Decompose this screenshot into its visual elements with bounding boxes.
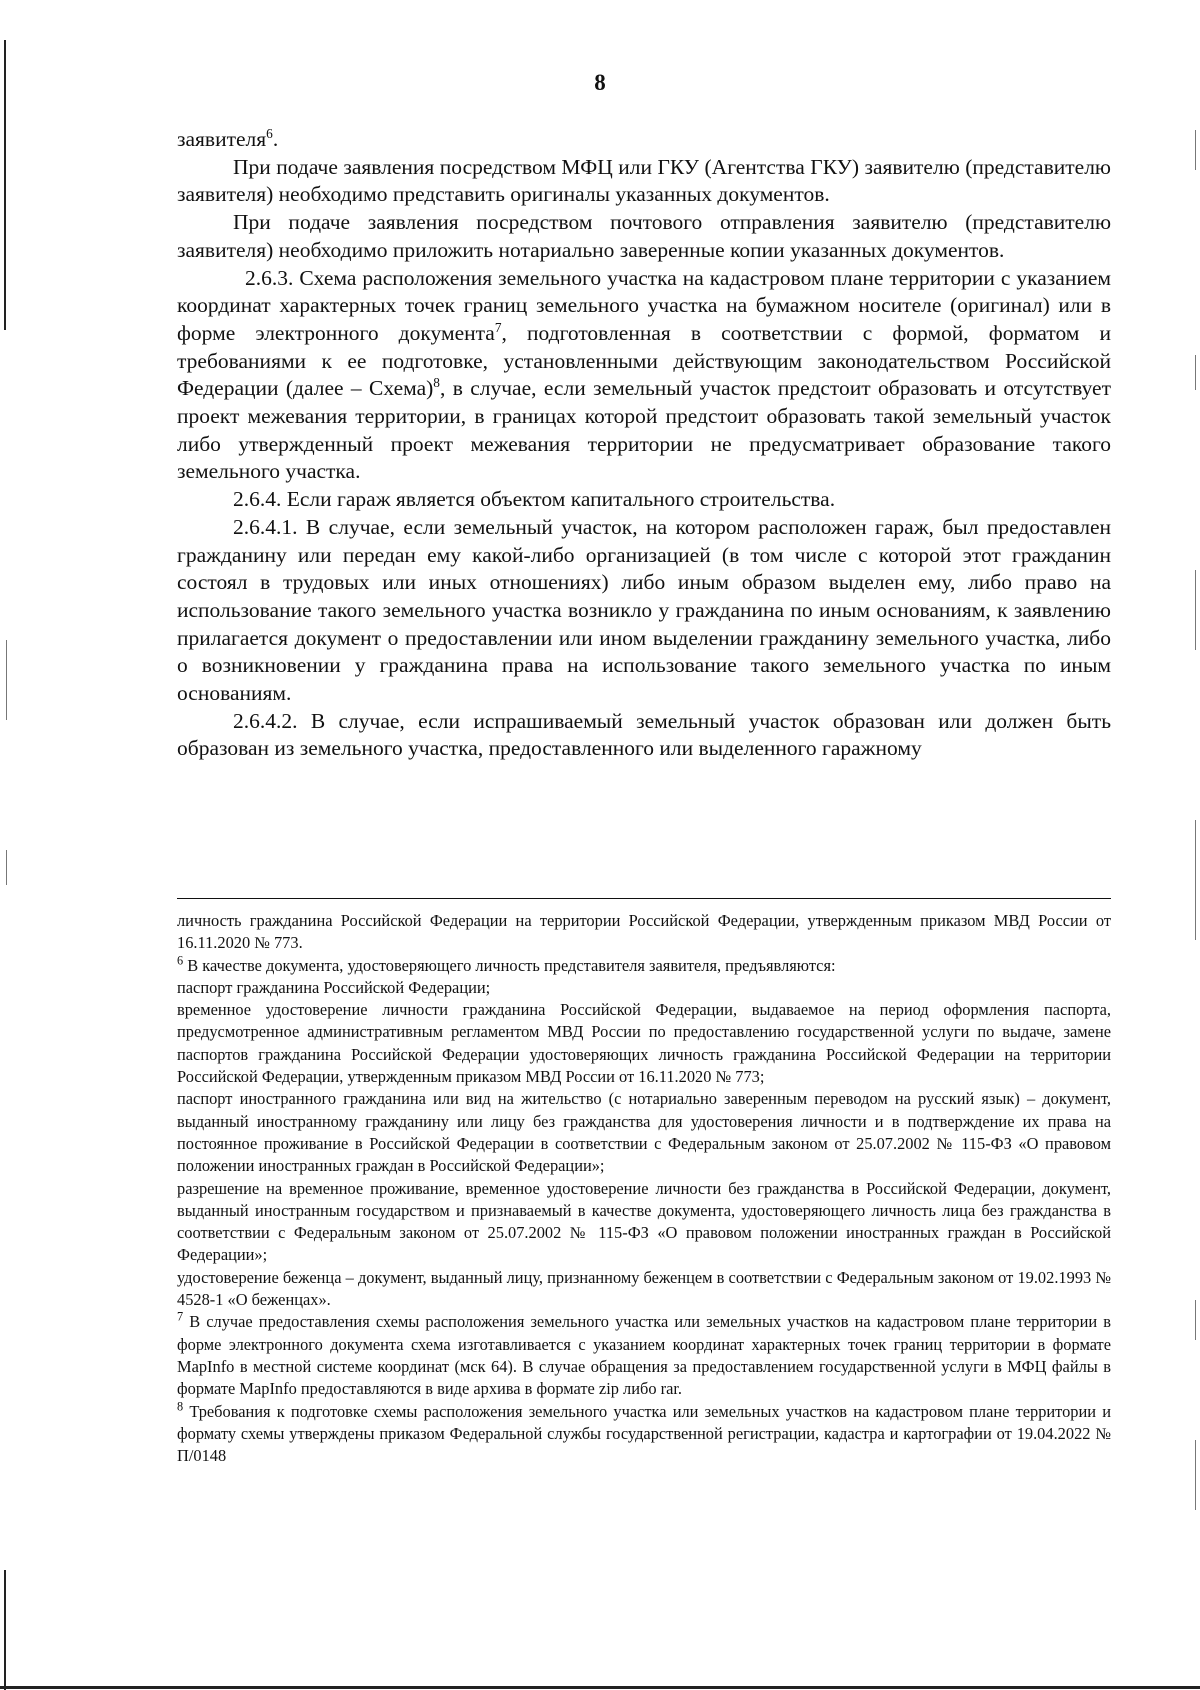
margin-mark (1195, 820, 1196, 940)
footnote-7: $^7$ В случае предоставления схемы расположения земельного участка или земельных участков на кадастровом плане территории в форме электронного документа схема изготавливается с указанием координат характерных точек границ территории в формате MapInfo в местной системе координат (мск 64). В случае обращения за предоставлением государственной услуги в МФЦ файлы в формате MapInfo предоставляются в виде архива в формате zip либо rar. (177, 1309, 1111, 1399)
footnote-ref-6: 6 (266, 125, 273, 141)
main-text (177, 126, 1111, 763)
footnote-6-item: удостоверение беженца – документ, выданный лицу, признанному беженцем в соответствии с Федеральным законом от 19.02.1993 № 4528-1 «О беженцах». (177, 1267, 1111, 1310)
paragraph-postal-copies: При подаче заявления посредством почтового отправления заявителю (представителю заявителя) необходимо приложить нотариально заверенные копии указанных документов. (177, 210, 1111, 262)
margin-mark (6, 640, 7, 720)
margin-mark (1195, 570, 1196, 650)
margin-mark (1195, 1440, 1196, 1510)
paragraph-2-6-4-1: 2.6.4.1. В случае, если земельный участок, на котором расположен гараж, был предоставлен гражданину или передан ему какой-либо организацией (в том числе с которой этот гражданин состоял в трудовых или иных отношениях) либо иным образом выделен ему, либо право на использование такого земельного участка возникло у гражданина по иным основаниям, к заявлению прилагается документ о предоставлении или ином выделении гражданину земельного участка, либо о возникновении у гражданина права на использование такого земельного участка по иным основаниям. (177, 514, 1111, 706)
paragraph-continuation: заявителя$^6$. (177, 125, 279, 151)
footnote-6-item: временное удостоверение личности гражданина Российской Федерации, выдаваемое на период оформления паспорта, предусмотренное административным регламентом МВД России по предоставлению государственной услуги по выдаче, замене паспортов гражданина Российской Федерации удостоверяющих личность гражданина Российской Федерации на территории Российской Федерации, утвержденным приказом МВД России от 16.11.2020 № 773; (177, 1000, 1111, 1087)
footnote-6: $^6$ В качестве документа, удостоверяющего личность представителя заявителя, предъявляются: (177, 953, 836, 975)
paragraph-2-6-4: 2.6.4. Если гараж является объектом капитального строительства. (233, 487, 836, 512)
footnote-ref-7: 7 (494, 319, 502, 335)
footnote-6-item: разрешение на временное проживание, временное удостоверение личности без гражданства в Российской Федерации, документ, выданный иностранным государством и признаваемый в качестве документа, удостоверяющего личность лица без гражданства в соответствии с Федеральным законом от 25.07.2002 № 115-ФЗ «О правовом положении иностранных граждан в Российской Федерации»; (177, 1178, 1111, 1265)
scan-bottom-edge (0, 1686, 1200, 1689)
footnote-6-item: паспорт иностранного гражданина или вид на жительство (с нотариально заверенным переводом на русский язык) – документ, выданный иностранному гражданину или лицу без гражданства для удостоверения личности и в подтверждение их права на постоянное проживание в Российской Федерации в соответствии с Федеральным законом от 25.07.2002 № 115-ФЗ «О правовом положении иностранных граждан в Российской Федерации»; (177, 1089, 1111, 1176)
footnote-ref-8: 8 (433, 375, 440, 391)
footnote-6-item: паспорт гражданина Российской Федерации; (177, 977, 491, 997)
footnotes (177, 910, 1111, 1467)
footnote-separator (177, 898, 1111, 899)
margin-mark (1195, 1300, 1196, 1340)
footnote-continuation: личность гражданина Российской Федерации на территории Российской Федерации, утвержденным приказом МВД России от 16.11.2020 № 773. (177, 911, 1111, 953)
scan-left-edge-lower (4, 1570, 6, 1690)
page-number: 8 (594, 70, 606, 95)
paragraph-2-6-3: 2.6.3. Схема расположения земельного участка на кадастровом плане территории с указанием координат характерных точек границ земельного участка на бумажном носителе (оригинал) или в форме электронного документа$^7$, подготовленная в соответствии с формой, форматом и требованиями к ее подготовке, установленными действующим законодательством Российской Федерации (далее – Схема)$^8$, в случае, если земельный участок предстоит образовать и отсутствует проект межевания территории, в границах которой предстоит образовать такой земельный участок либо утвержденный проект межевания территории не предусматривает образование такого земельного участка. (177, 265, 1112, 484)
paragraph-mfc-originals: При подаче заявления посредством МФЦ или ГКУ (Агентства ГКУ) заявителю (представителю заявителя) необходимо представить оригиналы указанных документов. (177, 154, 1111, 207)
margin-mark (6, 850, 7, 885)
margin-mark (1195, 355, 1196, 390)
paragraph-2-6-4-2: 2.6.4.2. В случае, если испрашиваемый земельный участок образован или должен быть образован из земельного участка, предоставленного или выделенного гаражному (177, 708, 1111, 761)
margin-mark (1195, 130, 1196, 170)
footnote-8: $^8$ Требования к подготовке схемы расположения земельного участка или земельных участков на кадастровом плане территории и формату схемы утверждены приказом Федеральной службы государственной регистрации, кадастра и картографии от 19.04.2022 № П/0148 (177, 1399, 1111, 1466)
